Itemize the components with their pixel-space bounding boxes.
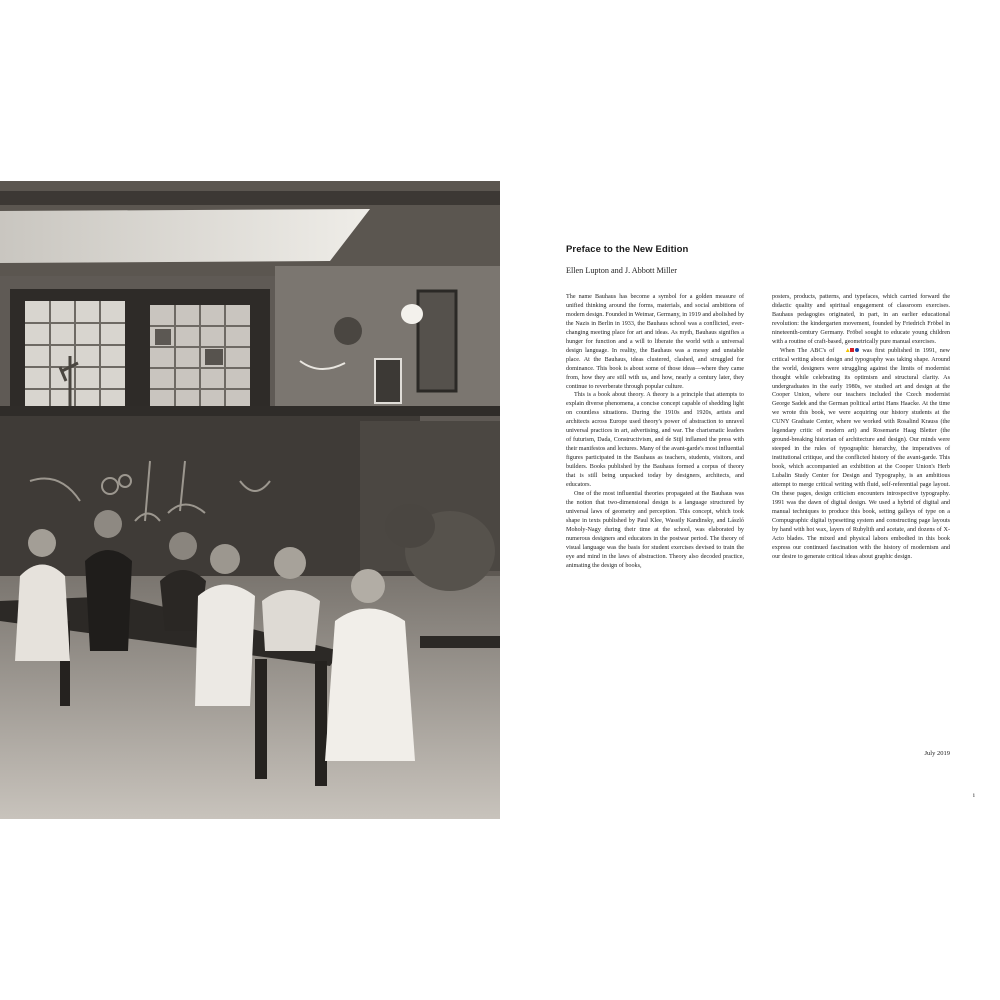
- preface-title: Preface to the New Edition: [566, 244, 689, 255]
- paragraph: posters, products, patterns, and typefaces, which carried forward the didactic quality and spiritual engagement of classroom exercises. Bauhaus pedagogies originated, in part, in an earlier educational revolution: the kindergarten movement, founded by Friedrich Fröbel in nineteenth-century Germany. Fröbel sought to educate young children with a routine of craft-based, geometrically pure manual exercises.: [772, 294, 950, 345]
- signoff-date: July 2019: [924, 750, 950, 757]
- ceiling-beam: [0, 191, 500, 205]
- classroom-photo-drawing: [0, 181, 500, 819]
- column-right: [772, 293, 950, 571]
- window-right: [150, 305, 250, 409]
- paragraph: This is a book about theory. A theory is a principle that attempts to explain diverse phenomena, a concise concept capable of shedding light on countless situations. During the 1910s and 1920s, artists and architects across Europe used theory's power of abstraction to unravel universal practices in art, advertising, and war. The charismatic leaders of futurism, Dada, Constructivism, and de Stijl inflamed the press with their manifestos and lectures. Many of the avant-garde's most influential figures participated in the Bauhaus as teachers, students, visitors, and builders. Books published by the Bauhaus formed a corpus of theory that is still being unpacked today by designers, architects, and educators.: [566, 392, 744, 489]
- picture-frame-tall: [418, 291, 456, 391]
- blackboard: [0, 416, 420, 576]
- circle-icon: [855, 348, 859, 352]
- page-number: i: [973, 792, 975, 799]
- picture-frame-small: [375, 359, 401, 403]
- preface-page: [566, 244, 950, 757]
- book-title-lead: When The ABC's of: [780, 347, 835, 354]
- skylight: [0, 209, 370, 263]
- column-left: [566, 293, 744, 571]
- paragraph-rest: was first published in 1991, new critical writing about design and typography was taking shape. Around the world, designers were struggling against the limits of modernist thought while celebrating its optimism and structural clarity. As undergraduates in the early 1980s, we studied art and design at the Cooper Union, where our teachers included the Czech modernist George Sadek and the German political artist Hans Haacke. At the time we wrote this book, we were acquiring our history students at the CUNY Graduate Center, where we worked with Rosalind Krauss (the legendary critic of modern art) and Rosemarie Haag Bletter (the ground-breaking historian of architecture and design). Our minds were steeped in the rules of typographic hierarchy, the imperatives of institutional critique, and the conflicted history of the avant-garde. This book, which accompanied an exhibition at the Cooper Union's Herb Lubalin Study Center for Design and Typography, is an ambitious attempt to merge critical writing with fluid, self-referential page layout. On these pages, design criticism encounters introspective typography. 1991 was the dawn of digital design. We used a hybrid of digital and manual techniques to produce this book, setting galleys of type on a Compugraphic digital typesetting system and constructing page layouts by hand with hot wax, layers of Rubylith and acetate, and dozens of X-Acto blades. The mixed and physical labors embodied in this book express our continued fascination with the history of modernism and our desire to generate critical ideas about graphic design.: [772, 347, 950, 560]
- window-left: [25, 301, 125, 409]
- classroom-photo: [0, 181, 500, 819]
- wall-ornament: [334, 317, 362, 345]
- square-icon: [850, 348, 854, 352]
- lamp: [401, 304, 423, 324]
- paragraph-with-symbols: [772, 347, 950, 562]
- triangle-icon: [846, 348, 850, 352]
- shelf-rail: [0, 406, 500, 416]
- paragraph: The name Bauhaus has become a symbol for a golden measure of unified thinking around the forms, materials, and social ambitions of modern design. Founded in Weimar, Germany, in 1919 and abolished by the Nazis in Berlin in 1933, the Bauhaus school was a conflicted, ever-changing meeting place for art and ideas. As myth, Bauhaus signifies a hunger for function and a will to liberate the world with a universal design language. In reality, the Bauhaus was a messy and unstable place. At the Bauhaus, ideas clustered, clashed, and struggled for dominance. This book is about some of those ideas—where they came from, how they are still with us, and how, nearly a century later, they continue to reverberate through popular culture.: [566, 294, 744, 390]
- paragraph: One of the most influential theories propagated at the Bauhaus was the notion that two-dimensional design is a language structured by universal laws of geometry and perception. This concept, which took shape in texts published by Paul Klee, Wassily Kandinsky, and László Moholy-Nagy during their time at the school, was elaborated by numerous designers and educators in the postwar period. The theory of visual language was the basis for student exercises devised to train the eye and mind in the laws of abstraction. Theory also decoded practice, animating the design of books,: [566, 490, 744, 569]
- abc-shapes-icon: [837, 347, 859, 356]
- preface-authors: Ellen Lupton and J. Abbott Miller: [566, 266, 677, 275]
- preface-columns: [566, 293, 950, 571]
